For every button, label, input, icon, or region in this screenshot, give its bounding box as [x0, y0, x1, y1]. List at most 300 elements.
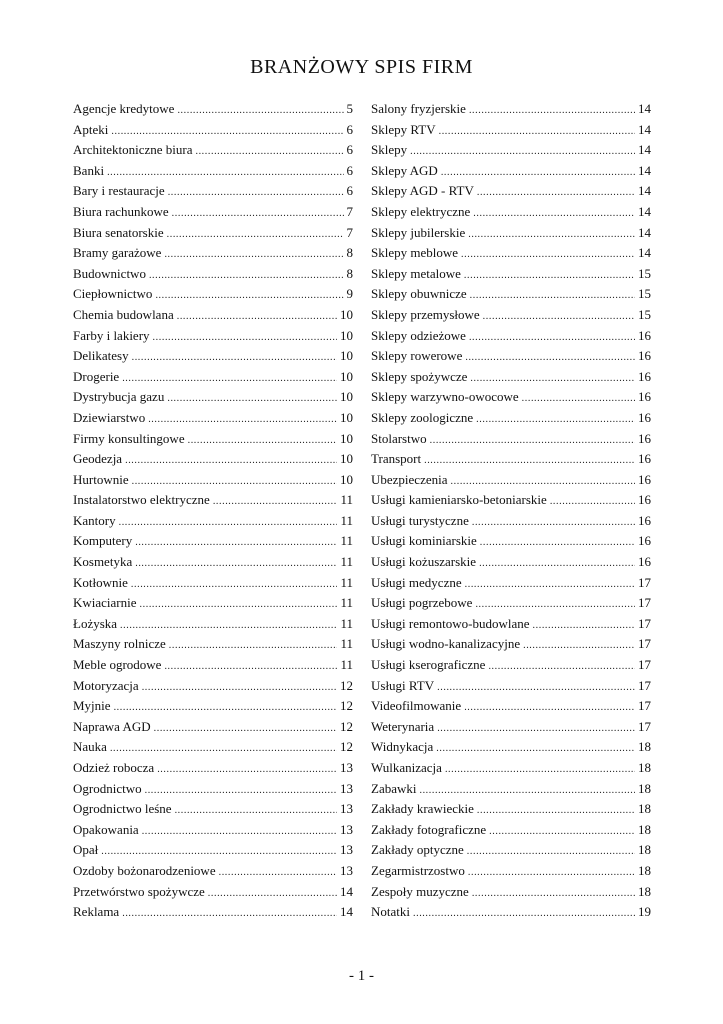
index-entry: [73, 511, 353, 532]
dot-leader: [111, 122, 343, 143]
dot-leader: [149, 266, 344, 287]
index-entry: [73, 531, 353, 552]
index-entry: [371, 737, 651, 758]
entry-label: Ozdoby bożonarodzeniowe: [73, 862, 216, 878]
index-entry: [73, 676, 353, 697]
page-title: BRANŻOWY SPIS FIRM: [250, 56, 473, 78]
entry-page-number: 11: [340, 615, 353, 631]
dot-leader: [154, 719, 337, 740]
entry-label: Usługi kserograficzne: [371, 657, 486, 673]
dot-leader: [410, 142, 635, 163]
dot-leader: [153, 328, 337, 349]
dot-leader: [195, 142, 343, 163]
dot-leader: [145, 781, 337, 802]
dot-leader: [468, 863, 635, 884]
entry-label: Apteki: [73, 121, 109, 137]
index-entry: [371, 223, 651, 244]
dot-leader: [142, 822, 337, 843]
dot-leader: [132, 472, 337, 493]
dot-leader: [208, 884, 337, 905]
entry-label: Sklepy odzieżowe: [371, 327, 466, 343]
entry-label: Stolarstwo: [371, 430, 427, 446]
entry-page-number: 8: [346, 245, 353, 261]
entry-page-number: 5: [346, 101, 353, 116]
entry-label: Salony fryzjerskie: [371, 101, 466, 116]
index-entry: [371, 779, 651, 800]
entry-label: Usługi medyczne: [371, 574, 462, 590]
index-entry: [73, 223, 353, 244]
entry-page-number: 11: [340, 636, 353, 652]
entry-page-number: 10: [340, 348, 353, 364]
dot-leader: [480, 533, 635, 554]
index-entry: [371, 367, 651, 388]
index-entry: [371, 799, 651, 820]
entry-label: Firmy konsultingowe: [73, 430, 185, 446]
dot-leader: [464, 698, 635, 719]
entry-page-number: 13: [340, 821, 353, 837]
entry-label: Kotłownie: [73, 574, 128, 590]
entry-label: Sklepy meblowe: [371, 245, 459, 261]
entry-label: Kwiaciarnie: [73, 595, 137, 611]
entry-label: Usługi kominiarskie: [371, 533, 477, 549]
index-entry: [73, 490, 353, 511]
entry-label: Meble ogrodowe: [73, 657, 162, 673]
entry-label: Dziewiarstwo: [73, 409, 146, 425]
dot-leader: [437, 719, 635, 740]
entry-label: Sklepy AGD: [371, 162, 438, 178]
index-entry: [73, 264, 353, 285]
dot-leader: [107, 163, 343, 184]
entry-label: Hurtownie: [73, 471, 129, 487]
entry-page-number: 18: [638, 760, 651, 775]
entry-page-number: 14: [340, 883, 353, 899]
index-entry: [371, 696, 651, 717]
entry-label: Sklepy elektryczne: [371, 203, 471, 219]
entry-label: Biura rachunkowe: [73, 203, 169, 219]
entry-page-number: 13: [340, 862, 353, 878]
entry-page-number: 7: [346, 224, 353, 240]
index-column-left: [73, 99, 353, 923]
dot-leader: [473, 204, 635, 225]
index-entry: [73, 573, 353, 594]
dot-leader: [451, 472, 635, 493]
index-entry: [371, 429, 651, 450]
dot-leader: [131, 575, 338, 596]
entry-page-number: 14: [638, 203, 651, 219]
index-entry: [73, 161, 353, 182]
index-entry: [73, 305, 353, 326]
index-entry: [73, 243, 353, 264]
entry-page-number: 16: [638, 471, 651, 487]
index-entry: [371, 511, 651, 532]
dot-leader: [430, 431, 635, 452]
entry-page-number: 16: [638, 492, 651, 508]
dot-leader: [120, 616, 337, 637]
entry-label: Opał: [73, 842, 99, 858]
index-entry: [371, 655, 651, 676]
entry-label: Nauka: [73, 739, 107, 755]
dot-leader: [125, 451, 337, 472]
index-entry: [73, 902, 353, 923]
dot-leader: [522, 389, 635, 410]
entry-page-number: 17: [638, 574, 651, 590]
entry-label: Kantory: [73, 512, 116, 528]
entry-page-number: 12: [340, 739, 353, 755]
entry-label: Notatki: [371, 904, 410, 920]
index-entry: [371, 181, 651, 202]
entry-page-number: 17: [638, 595, 651, 611]
entry-label: Biura senatorskie: [73, 224, 164, 240]
entry-page-number: 6: [346, 162, 353, 178]
entry-label: Zakłady krawieckie: [371, 801, 474, 817]
index-entry: [73, 882, 353, 903]
index-entry: [371, 243, 651, 264]
dot-leader: [470, 369, 635, 390]
entry-label: Delikatesy: [73, 348, 129, 364]
entry-page-number: 10: [340, 306, 353, 322]
entry-page-number: 13: [340, 801, 353, 817]
index-entry: [73, 367, 353, 388]
entry-label: Reklama: [73, 904, 120, 920]
entry-page-number: 13: [340, 780, 353, 796]
entry-label: Naprawa AGD: [73, 718, 151, 734]
entry-page-number: 18: [638, 780, 651, 796]
dot-leader: [219, 863, 337, 884]
entry-page-number: 13: [340, 842, 353, 858]
entry-page-number: 19: [638, 904, 651, 920]
index-entry: [371, 202, 651, 223]
entry-page-number: 6: [346, 183, 353, 199]
dot-leader: [477, 801, 635, 822]
entry-label: Sklepy obuwnicze: [371, 286, 467, 302]
index-entry: [371, 346, 651, 367]
dot-leader: [169, 636, 338, 657]
index-entry: [73, 634, 353, 655]
dot-leader: [469, 101, 635, 122]
index-entry: [371, 120, 651, 141]
index-entry: [371, 573, 651, 594]
dot-leader: [140, 595, 338, 616]
index-entry: [371, 490, 651, 511]
entry-label: Usługi remontowo-budowlane: [371, 615, 530, 631]
entry-label: Chemia budowlana: [73, 306, 174, 322]
entry-label: Usługi wodno-kanalizacyjne: [371, 636, 521, 652]
dot-leader: [177, 307, 337, 328]
index-entry: [73, 696, 353, 717]
entry-page-number: 11: [340, 574, 353, 590]
index-entry: [371, 408, 651, 429]
entry-label: Usługi pogrzebowe: [371, 595, 473, 611]
index-entry: [371, 861, 651, 882]
index-entry: [73, 737, 353, 758]
entry-page-number: 18: [638, 821, 651, 837]
index-entry: [371, 717, 651, 738]
entry-label: Ciepłownictwo: [73, 286, 153, 302]
dot-leader: [533, 616, 635, 637]
entry-label: Sklepy RTV: [371, 121, 436, 137]
index-entry: [73, 387, 353, 408]
entry-label: Usługi RTV: [371, 677, 435, 693]
dot-leader: [465, 348, 635, 369]
entry-label: Zespoły muzyczne: [371, 883, 469, 899]
entry-label: Maszyny rolnicze: [73, 636, 166, 652]
dot-leader: [172, 204, 344, 225]
index-entry: [371, 593, 651, 614]
index-entry: [371, 264, 651, 285]
dot-leader: [436, 739, 635, 760]
entry-page-number: 16: [638, 512, 651, 528]
dot-leader: [155, 286, 343, 307]
entry-label: Komputery: [73, 533, 133, 549]
dot-leader: [157, 760, 337, 781]
entry-label: Wulkanizacja: [371, 760, 442, 775]
entry-page-number: 17: [638, 636, 651, 652]
entry-label: Sklepy spożywcze: [371, 368, 468, 384]
entry-label: Sklepy jubilerskie: [371, 224, 466, 240]
entry-page-number: 10: [340, 430, 353, 446]
index-column-right: [371, 99, 651, 923]
entry-page-number: 11: [340, 533, 353, 549]
index-entry: [371, 140, 651, 161]
entry-page-number: 16: [638, 368, 651, 384]
dot-leader: [164, 245, 343, 266]
index-entry: [371, 634, 651, 655]
dot-leader: [488, 657, 635, 678]
dot-leader: [122, 904, 337, 925]
dot-leader: [175, 801, 337, 822]
entry-page-number: 11: [340, 657, 353, 673]
entry-page-number: 16: [638, 409, 651, 425]
entry-label: Geodezja: [73, 451, 123, 467]
entry-label: Transport: [371, 451, 422, 467]
dot-leader: [168, 183, 344, 204]
entry-page-number: 14: [638, 101, 651, 116]
index-entry: [73, 202, 353, 223]
entry-label: Sklepy rowerowe: [371, 348, 463, 364]
entry-label: Banki: [73, 162, 105, 178]
entry-label: Sklepy zoologiczne: [371, 409, 474, 425]
index-entry: [371, 840, 651, 861]
index-entry: [371, 614, 651, 635]
entry-page-number: 11: [340, 595, 353, 611]
entry-page-number: 18: [638, 739, 651, 755]
index-entry: [371, 326, 651, 347]
entry-label: Łożyska: [73, 615, 118, 631]
index-entry: [73, 284, 353, 305]
entry-label: Zegarmistrzostwo: [371, 862, 465, 878]
dot-leader: [424, 451, 635, 472]
dot-leader: [472, 513, 635, 534]
index-entry: [73, 861, 353, 882]
entry-page-number: 14: [638, 162, 651, 178]
entry-label: Sklepy metalowe: [371, 265, 461, 281]
entry-label: Zakłady fotograficzne: [371, 821, 487, 837]
entry-label: Odzież robocza: [73, 760, 155, 775]
entry-page-number: 16: [638, 430, 651, 446]
entry-label: Sklepy AGD - RTV: [371, 183, 474, 199]
entry-page-number: 12: [340, 677, 353, 693]
index-entry: [73, 717, 353, 738]
entry-page-number: 14: [638, 121, 651, 137]
index-entry: [73, 449, 353, 470]
dot-leader: [477, 183, 635, 204]
dot-leader: [213, 492, 338, 513]
entry-label: Sklepy warzywno-owocowe: [371, 389, 519, 405]
dot-leader: [135, 554, 337, 575]
dot-leader: [483, 307, 635, 328]
entry-label: Weterynaria: [371, 718, 435, 734]
entry-page-number: 18: [638, 883, 651, 899]
entry-label: Usługi kamieniarsko-betoniarskie: [371, 492, 547, 508]
entry-label: Myjnie: [73, 698, 111, 714]
dot-leader: [135, 533, 337, 554]
index-entry: [371, 470, 651, 491]
dot-leader: [479, 554, 635, 575]
dot-leader: [445, 760, 635, 781]
dot-leader: [467, 842, 635, 863]
index-entry: [371, 99, 651, 120]
index-entry: [73, 820, 353, 841]
index-entry: [371, 161, 651, 182]
dot-leader: [167, 225, 344, 246]
page-number: - 1 -: [349, 968, 374, 984]
entry-label: Instalatorstwo elektryczne: [73, 492, 210, 508]
entry-label: Bary i restauracje: [73, 183, 165, 199]
entry-page-number: 17: [638, 698, 651, 714]
entry-page-number: 10: [340, 368, 353, 384]
entry-label: Bramy garażowe: [73, 245, 162, 261]
entry-page-number: 11: [340, 512, 353, 528]
entry-page-number: 16: [638, 348, 651, 364]
entry-page-number: 18: [638, 842, 651, 858]
entry-page-number: 15: [638, 306, 651, 322]
entry-page-number: 17: [638, 718, 651, 734]
index-entry: [73, 655, 353, 676]
entry-page-number: 16: [638, 389, 651, 405]
dot-leader: [468, 225, 635, 246]
index-entry: [371, 820, 651, 841]
entry-page-number: 14: [638, 142, 651, 158]
entry-page-number: 10: [340, 409, 353, 425]
entry-label: Sklepy przemysłowe: [371, 306, 480, 322]
dot-leader: [465, 575, 635, 596]
entry-page-number: 16: [638, 554, 651, 570]
index-entry: [73, 99, 353, 120]
dot-leader: [470, 286, 635, 307]
entry-label: Architektoniczne biura: [73, 142, 193, 158]
entry-label: Widnykacja: [371, 739, 434, 755]
dot-leader: [177, 101, 343, 122]
entry-label: Dystrybucja gazu: [73, 389, 165, 405]
entry-label: Kosmetyka: [73, 554, 133, 570]
dot-leader: [472, 884, 635, 905]
entry-label: Zakłady optyczne: [371, 842, 464, 858]
index-entry: [371, 676, 651, 697]
dot-leader: [110, 739, 337, 760]
entry-label: Ubezpieczenia: [371, 471, 448, 487]
index-entry: [73, 181, 353, 202]
dot-leader: [489, 822, 635, 843]
entry-page-number: 7: [346, 203, 353, 219]
entry-page-number: 15: [638, 286, 651, 302]
index-entry: [371, 449, 651, 470]
dot-leader: [164, 657, 337, 678]
entry-page-number: 10: [340, 327, 353, 343]
index-entry: [73, 429, 353, 450]
entry-label: Ogrodnictwo: [73, 780, 142, 796]
entry-page-number: 17: [638, 615, 651, 631]
entry-label: Przetwórstwo spożywcze: [73, 883, 205, 899]
dot-leader: [119, 513, 338, 534]
index-entry: [371, 305, 651, 326]
dot-leader: [148, 410, 337, 431]
index-entry: [371, 387, 651, 408]
entry-page-number: 14: [638, 183, 651, 199]
entry-label: Sklepy: [371, 142, 408, 158]
dot-leader: [464, 266, 635, 287]
entry-label: Opakowania: [73, 821, 139, 837]
dot-leader: [122, 369, 337, 390]
index-entry: [371, 552, 651, 573]
index-entry: [371, 882, 651, 903]
dot-leader: [142, 678, 337, 699]
index-entry: [371, 758, 651, 779]
entry-label: Usługi turystyczne: [371, 512, 469, 528]
index-entry: [371, 531, 651, 552]
entry-page-number: 16: [638, 533, 651, 549]
dot-leader: [461, 245, 635, 266]
dot-leader: [167, 389, 337, 410]
index-entry: [371, 284, 651, 305]
entry-page-number: 10: [340, 389, 353, 405]
entry-page-number: 6: [346, 121, 353, 137]
dot-leader: [437, 678, 635, 699]
dot-leader: [101, 842, 337, 863]
entry-label: Videofilmowanie: [371, 698, 462, 714]
dot-leader: [523, 636, 635, 657]
dot-leader: [188, 431, 337, 452]
index-entry: [73, 408, 353, 429]
entry-label: Motoryzacja: [73, 677, 139, 693]
index-entry: [73, 140, 353, 161]
entry-page-number: 14: [340, 904, 353, 920]
entry-page-number: 18: [638, 801, 651, 817]
entry-page-number: 15: [638, 265, 651, 281]
entry-label: Zabawki: [371, 780, 417, 796]
dot-leader: [550, 492, 635, 513]
index-entry: [73, 758, 353, 779]
entry-page-number: 11: [340, 554, 353, 570]
dot-leader: [469, 328, 635, 349]
dot-leader: [132, 348, 337, 369]
entry-page-number: 16: [638, 451, 651, 467]
dot-leader: [441, 163, 635, 184]
dot-leader: [476, 410, 635, 431]
entry-page-number: 12: [340, 698, 353, 714]
entry-label: Budownictwo: [73, 265, 146, 281]
index-entry: [73, 840, 353, 861]
entry-label: Agencje kredytowe: [73, 101, 175, 116]
index-entry: [73, 614, 353, 635]
dot-leader: [475, 595, 635, 616]
index-entry: [73, 346, 353, 367]
entry-page-number: 16: [638, 327, 651, 343]
dot-leader: [413, 904, 635, 925]
entry-page-number: 17: [638, 677, 651, 693]
entry-page-number: 6: [346, 142, 353, 158]
entry-label: Ogrodnictwo leśne: [73, 801, 172, 817]
entry-page-number: 14: [638, 224, 651, 240]
